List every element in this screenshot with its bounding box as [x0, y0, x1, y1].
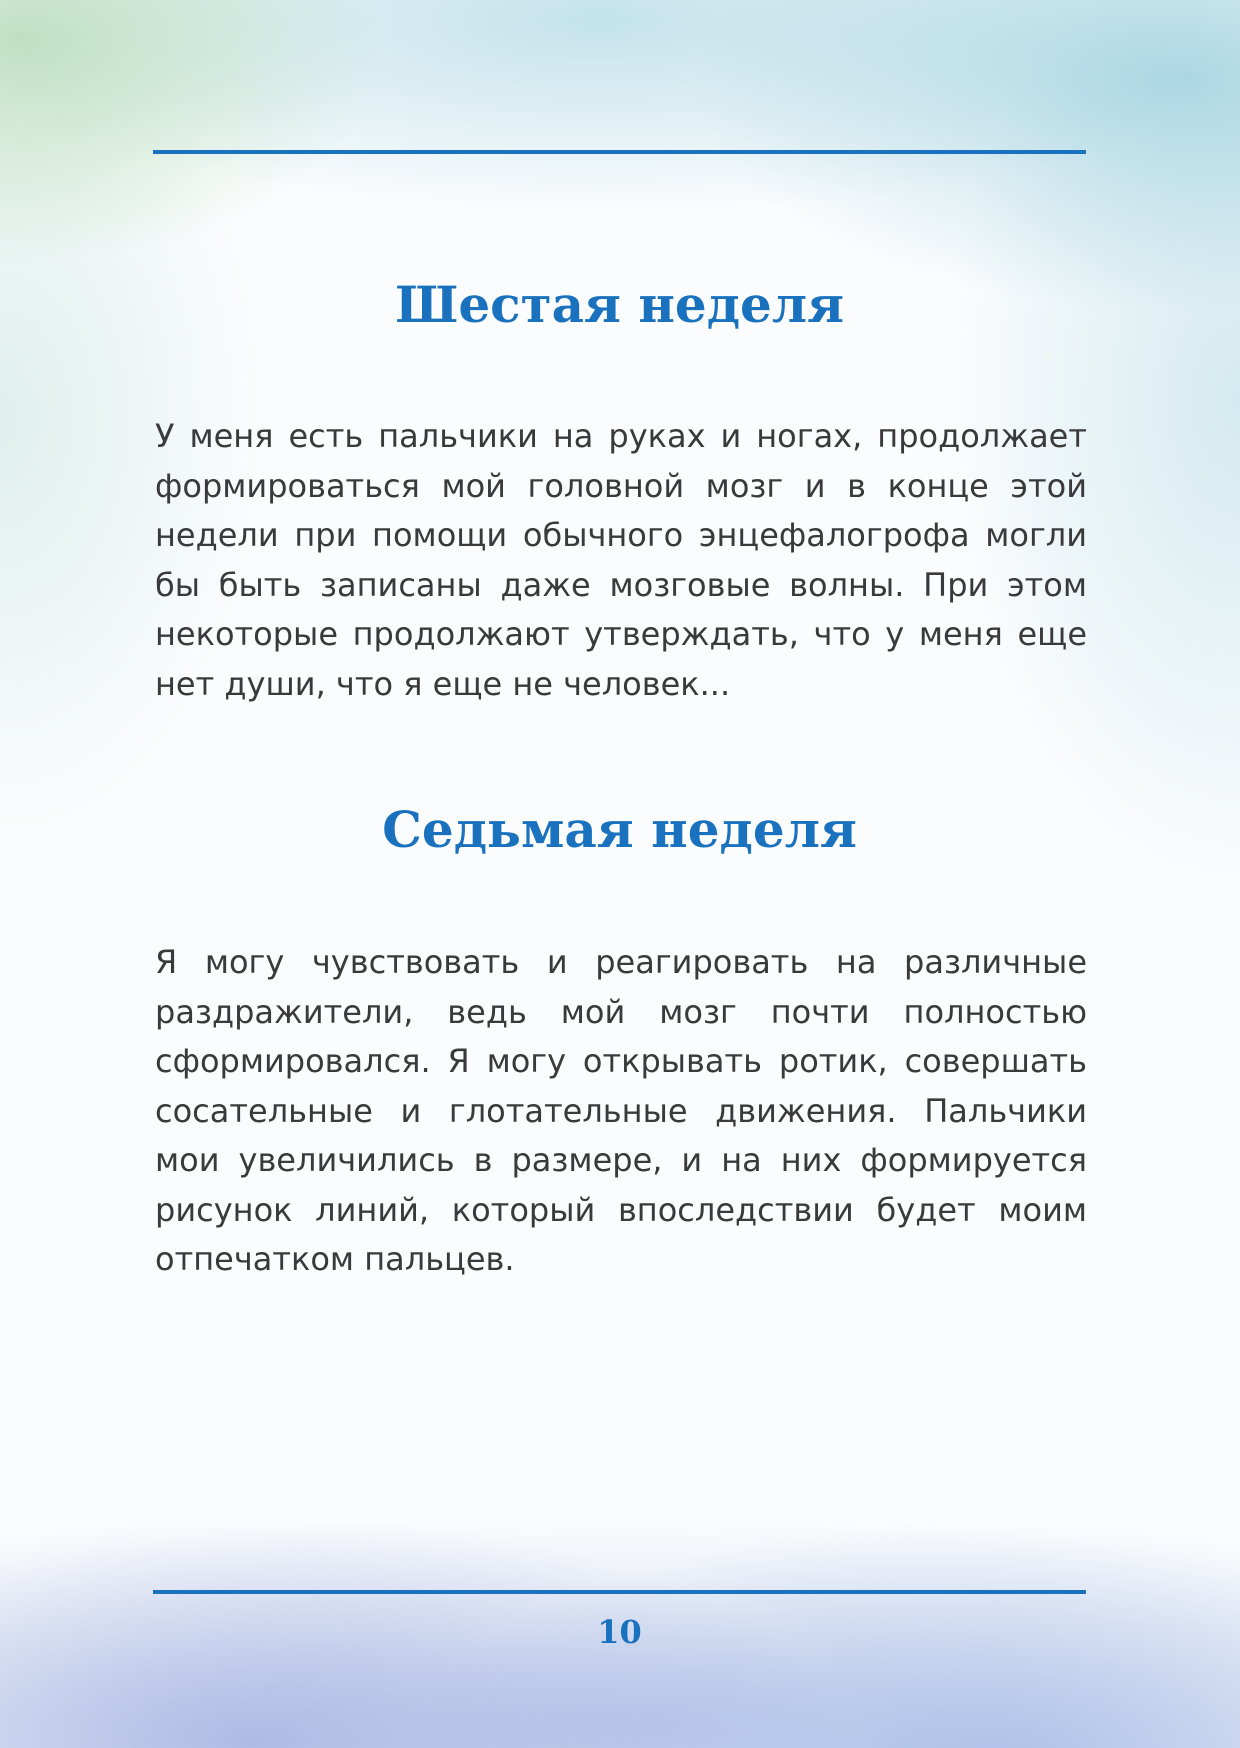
section-text-week-6: У меня есть пальчики на руках и ногах, продолжает формироваться мой головной мозг и в конце этой недели при помощи обычного энцефалогрофа могли бы быть записаны даже мозговые волны. При этом некоторые продолжают утверждать, что у меня еще нет души, что я еще не человек... — [155, 417, 1087, 703]
top-divider — [153, 150, 1086, 154]
section-text-week-7: Я могу чувствовать и реагировать на различные раздражители, ведь мой мозг почти полностью сформировался. Я могу открывать ротик, совершать сосательные и глотательные движения. Пальчики мои увеличились в размере, и на них формируется рисунок линий, который впоследствии будет моим отпечатком пальцев. — [155, 943, 1087, 1278]
section-title-week-6: Шестая неделя — [394, 275, 845, 334]
page-number: 10 — [597, 1613, 642, 1651]
bottom-divider — [153, 1590, 1086, 1594]
section-title-week-7: Седьмая неделя — [382, 800, 857, 859]
